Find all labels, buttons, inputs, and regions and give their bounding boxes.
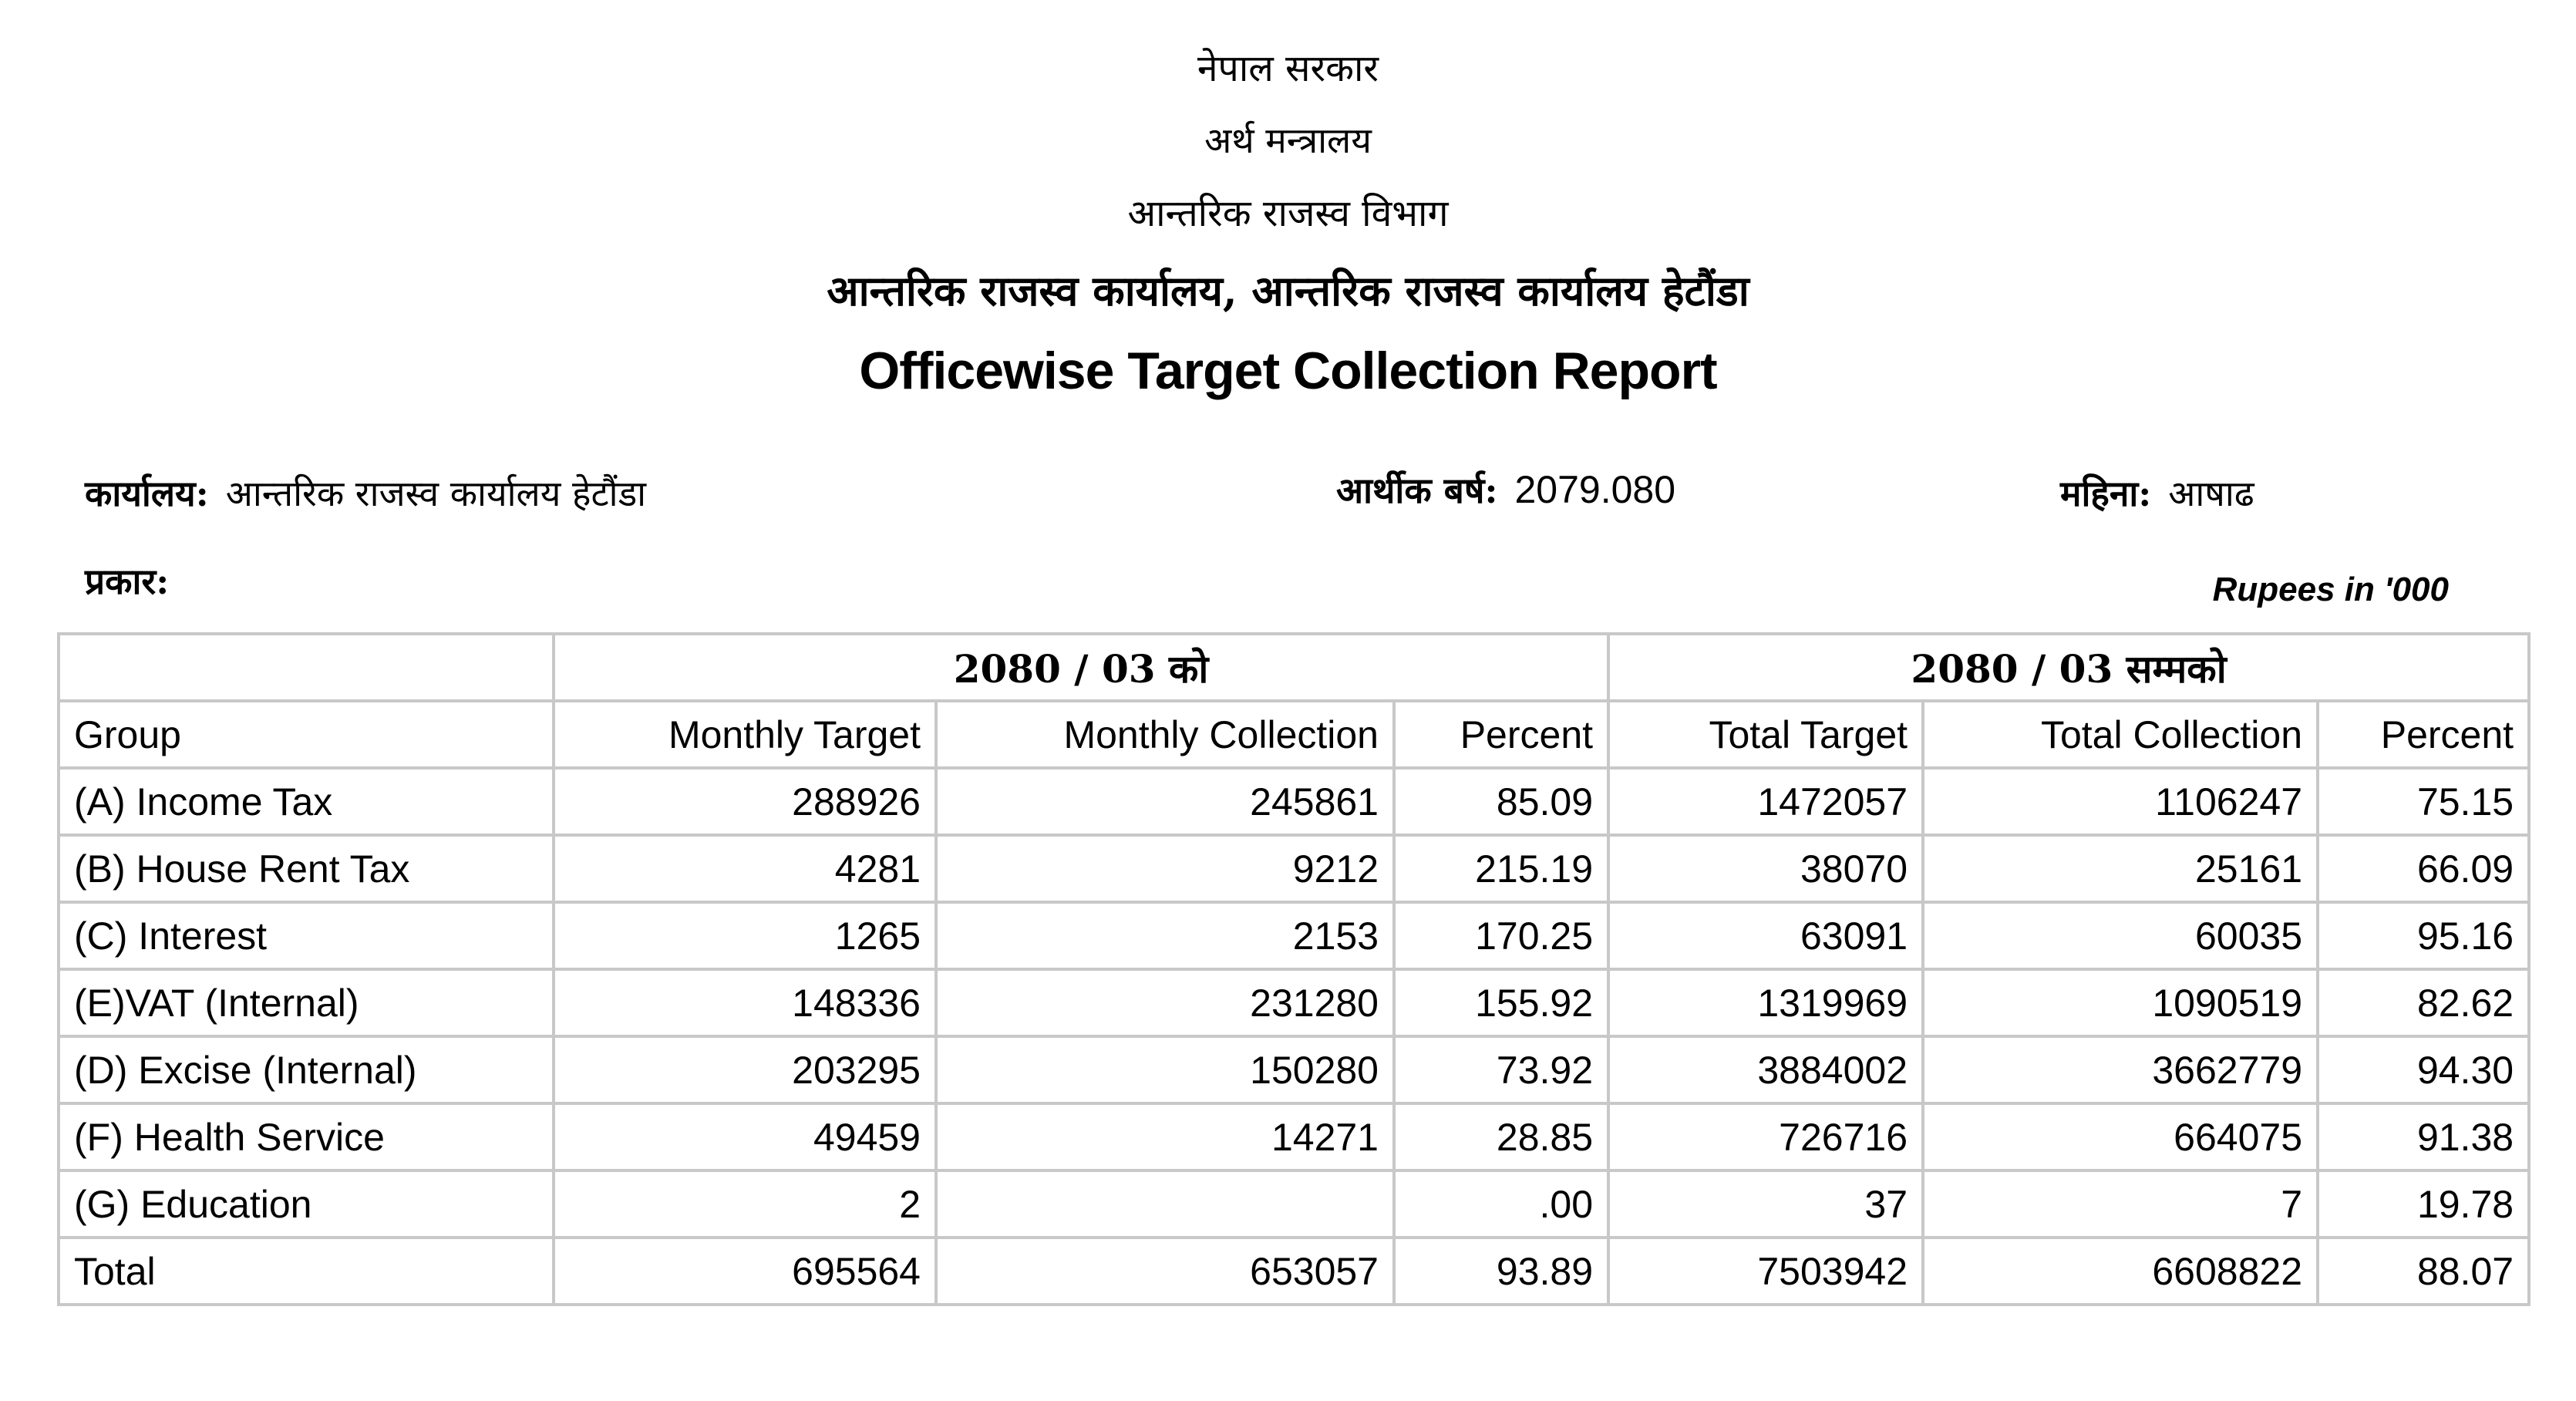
table-row (59, 902, 2529, 969)
monthly-percent-cell: 170.25 (1394, 902, 1608, 969)
monthly-collection-cell: 2153 (936, 902, 1394, 969)
monthly-percent-cell: .00 (1394, 1170, 1608, 1238)
column-header: Monthly Collection (936, 701, 1394, 768)
monthly-collection-cell: 14271 (936, 1103, 1394, 1170)
total-percent-cell: 91.38 (2318, 1103, 2529, 1170)
total-target-cell: 1472057 (1608, 768, 1923, 835)
monthly-collection-cell: 150280 (936, 1036, 1394, 1103)
monthly-percent-cell: 215.19 (1394, 835, 1608, 902)
total-percent-cell: 66.09 (2318, 835, 2529, 902)
total-target-cell: 726716 (1608, 1103, 1923, 1170)
total-collection-cell: 60035 (1923, 902, 2318, 969)
monthly-target-cell: 4281 (554, 835, 936, 902)
office-field (85, 469, 646, 517)
monthly-target-cell: 288926 (554, 768, 936, 835)
monthly-target-cell: 695564 (554, 1238, 936, 1305)
column-header-row (59, 701, 2529, 768)
collection-table (57, 632, 2531, 1306)
monthly-collection-cell (936, 1170, 1394, 1238)
government-name: नेपाल सरकार (1197, 47, 1379, 90)
total-percent-cell: 19.78 (2318, 1170, 2529, 1238)
group-header-blank (59, 634, 554, 701)
column-header: Group (59, 701, 554, 768)
table-row (59, 835, 2529, 902)
group-cell: (F) Health Service (59, 1103, 554, 1170)
month-field (2060, 469, 2254, 517)
table-row (59, 969, 2529, 1036)
group-cell: (B) House Rent Tax (59, 835, 554, 902)
table-row (59, 1103, 2529, 1170)
monthly-collection-cell: 245861 (936, 768, 1394, 835)
total-percent-cell: 75.15 (2318, 768, 2529, 835)
office-heading: आन्तरिक राजस्व कार्यालय, आन्तरिक राजस्व कार्यालय हेटौंडा (827, 266, 1749, 315)
report-title: Officewise Target Collection Report (859, 342, 1717, 400)
total-target-cell: 3884002 (1608, 1036, 1923, 1103)
table-row (59, 768, 2529, 835)
fiscal-year-field (1336, 466, 1675, 514)
monthly-target-cell: 49459 (554, 1103, 936, 1170)
total-target-cell: 38070 (1608, 835, 1923, 902)
total-collection-cell: 1090519 (1923, 969, 2318, 1036)
total-collection-cell: 6608822 (1923, 1238, 2318, 1305)
total-collection-cell: 7 (1923, 1170, 2318, 1238)
monthly-target-cell: 2 (554, 1170, 936, 1238)
total-target-cell: 37 (1608, 1170, 1923, 1238)
fiscal-year-value: 2079.080 (1514, 468, 1676, 511)
total-row (59, 1238, 2529, 1305)
table-row (59, 1036, 2529, 1103)
monthly-collection-cell: 231280 (936, 969, 1394, 1036)
monthly-target-cell: 1265 (554, 902, 936, 969)
monthly-collection-cell: 9212 (936, 835, 1394, 902)
total-collection-cell: 664075 (1923, 1103, 2318, 1170)
total-target-cell: 7503942 (1608, 1238, 1923, 1305)
group-cell: (C) Interest (59, 902, 554, 969)
monthly-target-cell: 203295 (554, 1036, 936, 1103)
type-label: प्रकार: (85, 561, 170, 602)
monthly-target-cell: 148336 (554, 969, 936, 1036)
column-header: Total Target (1608, 701, 1923, 768)
total-percent-cell: 82.62 (2318, 969, 2529, 1036)
department-name: आन्तरिक राजस्व विभाग (1127, 192, 1449, 235)
column-header: Total Collection (1923, 701, 2318, 768)
ministry-name: अर्थ मन्त्रालय (1204, 120, 1372, 161)
office-value: आन्तरिक राजस्व कार्यालय हेटौंडा (225, 473, 647, 514)
group-cell: (E)VAT (Internal) (59, 969, 554, 1036)
column-header: Percent (1394, 701, 1608, 768)
monthly-percent-cell: 93.89 (1394, 1238, 1608, 1305)
group-cell: (D) Excise (Internal) (59, 1036, 554, 1103)
table-row (59, 1170, 2529, 1238)
monthly-percent-cell: 73.92 (1394, 1036, 1608, 1103)
office-label: कार्यालय: (85, 473, 209, 514)
group-cell: (A) Income Tax (59, 768, 554, 835)
total-target-cell: 1319969 (1608, 969, 1923, 1036)
units-note: Rupees in '000 (2212, 571, 2449, 608)
cumulative-group-header: 2080 / 03 सम्मको (1608, 634, 2529, 701)
group-cell: Total (59, 1238, 554, 1305)
monthly-percent-cell: 85.09 (1394, 768, 1608, 835)
total-percent-cell: 94.30 (2318, 1036, 2529, 1103)
total-percent-cell: 88.07 (2318, 1238, 2529, 1305)
monthly-group-header: 2080 / 03 को (554, 634, 1608, 701)
column-header: Percent (2318, 701, 2529, 768)
total-collection-cell: 25161 (1923, 835, 2318, 902)
month-value: आषाढ (2168, 473, 2254, 514)
group-cell: (G) Education (59, 1170, 554, 1238)
monthly-percent-cell: 28.85 (1394, 1103, 1608, 1170)
fiscal-year-label: आर्थीक बर्ष: (1336, 470, 1498, 511)
monthly-percent-cell: 155.92 (1394, 969, 1608, 1036)
column-header: Monthly Target (554, 701, 936, 768)
monthly-collection-cell: 653057 (936, 1238, 1394, 1305)
group-header-row (59, 634, 2529, 701)
total-collection-cell: 3662779 (1923, 1036, 2318, 1103)
total-target-cell: 63091 (1608, 902, 1923, 969)
type-field (85, 557, 186, 605)
total-collection-cell: 1106247 (1923, 768, 2318, 835)
month-label: महिना: (2060, 473, 2152, 514)
total-percent-cell: 95.16 (2318, 902, 2529, 969)
